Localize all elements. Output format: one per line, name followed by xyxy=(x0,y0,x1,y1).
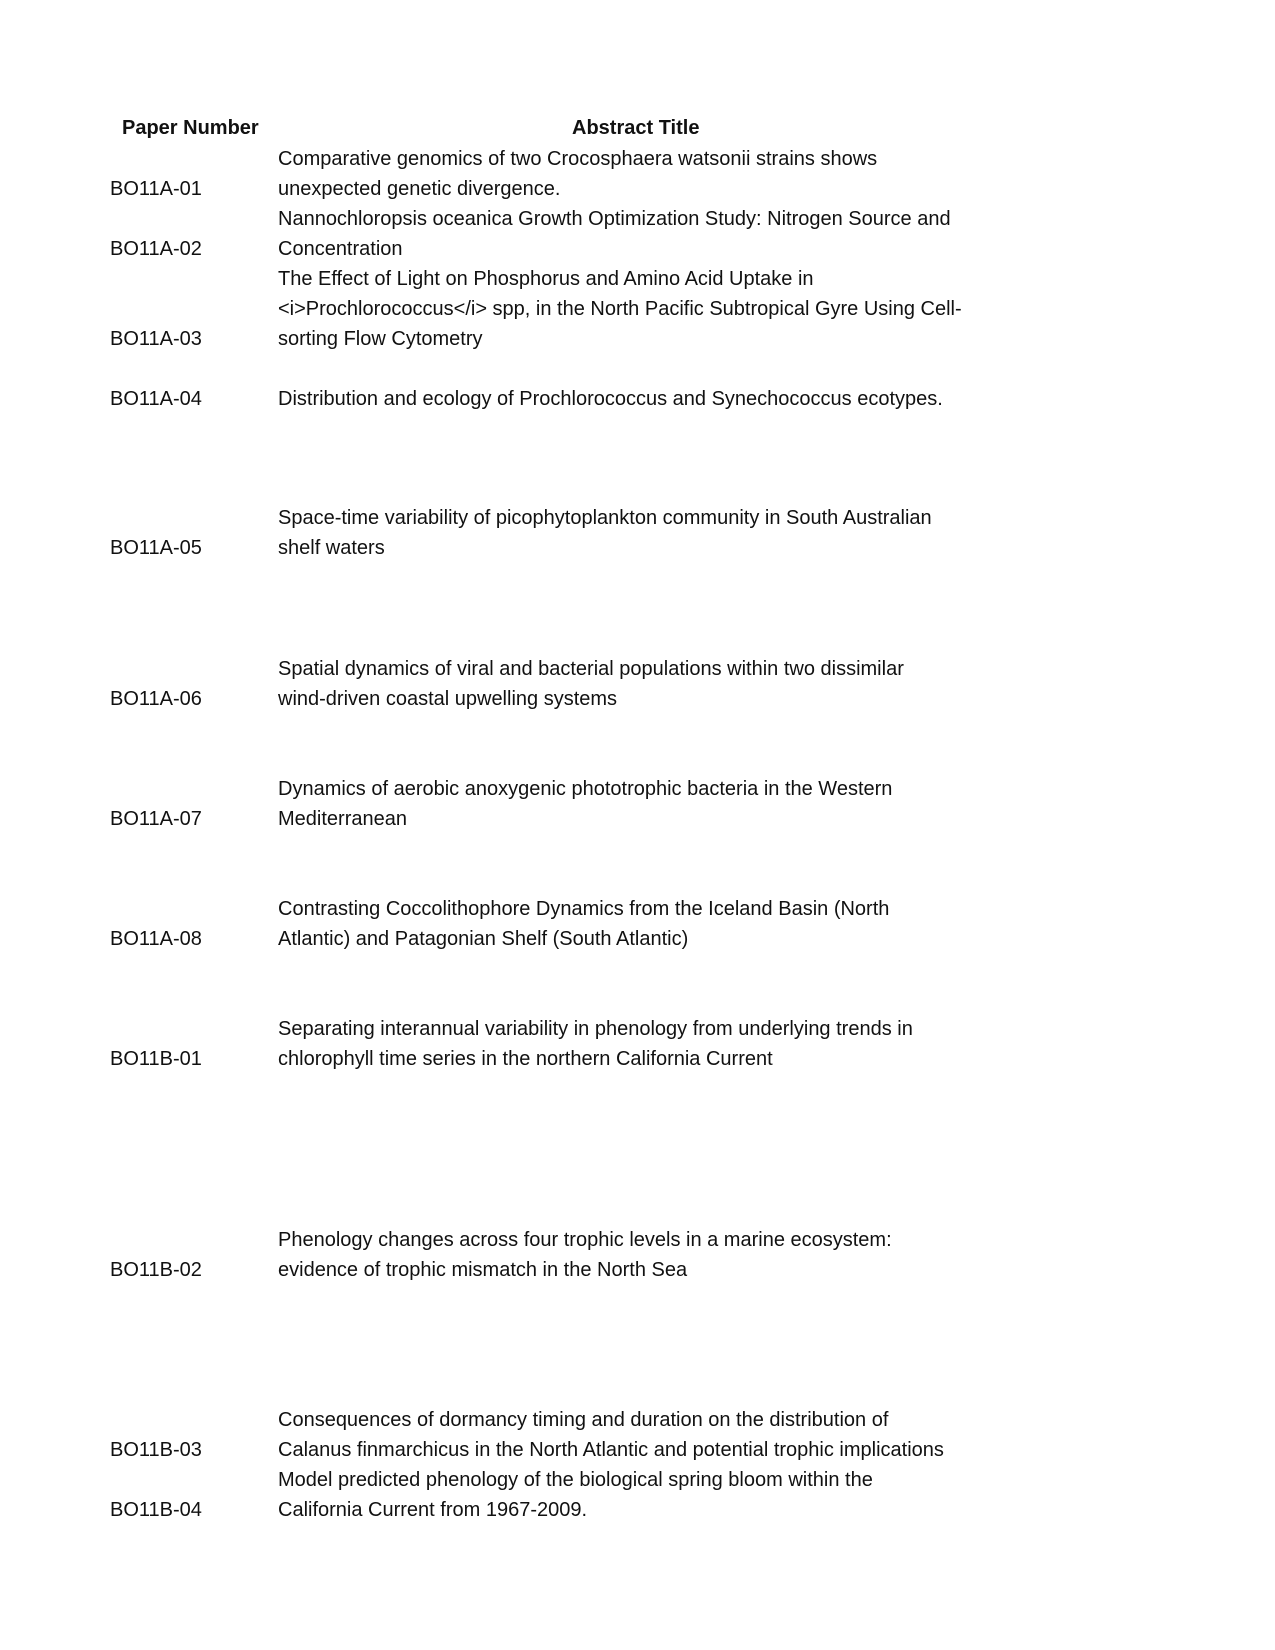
abstract-title-line: Model predicted phenology of the biological spring bloom within the xyxy=(278,1469,873,1491)
abstract-title-line: Nannochloropsis oceanica Growth Optimization Study: Nitrogen Source and xyxy=(278,208,951,230)
abstract-title-line: Spatial dynamics of viral and bacterial populations within two dissimilar xyxy=(278,658,904,680)
paper-number: BO11A-07 xyxy=(110,808,202,830)
abstract-title-line: unexpected genetic divergence. xyxy=(278,178,561,200)
abstract-title-line: Space-time variability of picophytoplankton community in South Australian xyxy=(278,507,932,529)
abstract-title-line: Distribution and ecology of Prochlorococcus and Synechococcus ecotypes. xyxy=(278,388,943,410)
paper-number: BO11A-05 xyxy=(110,537,202,559)
abstract-title-line: evidence of trophic mismatch in the North Sea xyxy=(278,1259,688,1281)
paper-number-header: Paper Number xyxy=(122,117,259,139)
paper-number: BO11A-08 xyxy=(110,928,202,950)
paper-number: BO11A-01 xyxy=(110,178,202,200)
abstract-title-line: Dynamics of aerobic anoxygenic phototrophic bacteria in the Western xyxy=(278,778,893,800)
paper-number: BO11B-03 xyxy=(110,1439,202,1461)
paper-number: BO11A-03 xyxy=(110,328,202,350)
paper-number: BO11A-02 xyxy=(110,238,202,260)
abstract-title-line: chlorophyll time series in the northern California Current xyxy=(278,1048,773,1070)
abstract-title-line: Concentration xyxy=(278,238,403,260)
abstract-title-line: Atlantic) and Patagonian Shelf (South Atlantic) xyxy=(278,928,689,950)
abstract-title xyxy=(278,1465,1018,1525)
abstract-title-line: Mediterranean xyxy=(278,808,407,830)
abstract-title-line: Contrasting Coccolithophore Dynamics from the Iceland Basin (North xyxy=(278,898,890,920)
paper-number: BO11A-06 xyxy=(110,688,202,710)
abstract-title-line: The Effect of Light on Phosphorus and Amino Acid Uptake in xyxy=(278,268,814,290)
paper-number: BO11B-02 xyxy=(110,1259,202,1281)
abstract-title-line: wind-driven coastal upwelling systems xyxy=(278,688,618,710)
abstract-title-line: Separating interannual variability in phenology from underlying trends in xyxy=(278,1018,913,1040)
abstract-title-line: Calanus finmarchicus in the North Atlantic and potential trophic implications xyxy=(278,1439,944,1461)
paper-number: BO11A-04 xyxy=(110,388,202,410)
abstract-title-line: Comparative genomics of two Crocosphaera watsonii strains shows xyxy=(278,148,878,170)
paper-number: BO11B-04 xyxy=(110,1499,202,1521)
abstract-title-line: sorting Flow Cytometry xyxy=(278,328,483,350)
abstract-title-line: Phenology changes across four trophic levels in a marine ecosystem: xyxy=(278,1229,892,1251)
paper-number: BO11B-01 xyxy=(110,1048,202,1070)
abstract-title-line: shelf waters xyxy=(278,537,385,559)
abstract-title-header: Abstract Title xyxy=(572,117,700,139)
abstract-title-line: Consequences of dormancy timing and duration on the distribution of xyxy=(278,1409,889,1431)
abstract-title-line: California Current from 1967-2009. xyxy=(278,1499,588,1521)
abstract-title-line: <i>Prochlorococcus</i> spp, in the North Pacific Subtropical Gyre Using Cell- xyxy=(278,298,962,320)
